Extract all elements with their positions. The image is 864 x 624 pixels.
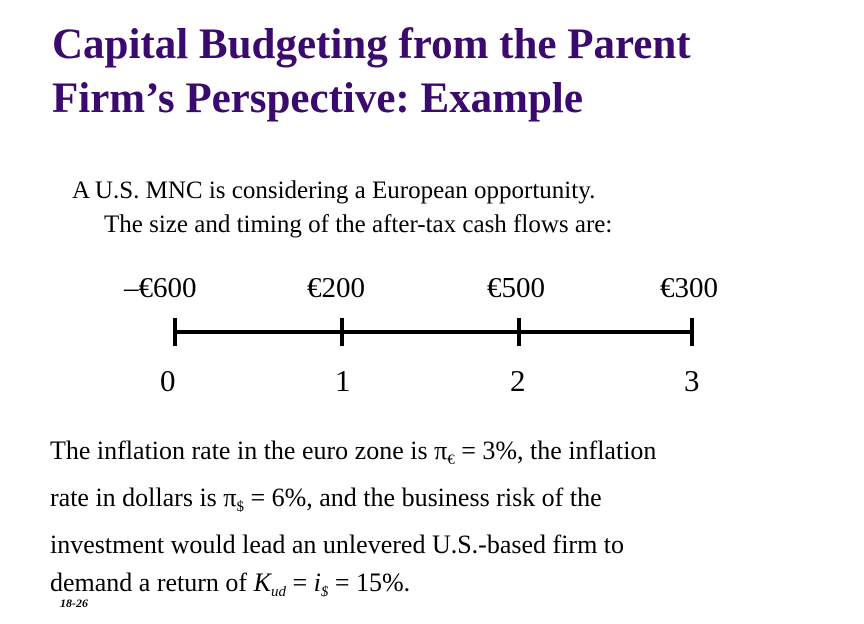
timeline-axis xyxy=(175,330,693,334)
period-0: 0 xyxy=(160,363,176,398)
i-symbol: i xyxy=(313,568,321,597)
ud-subscript: ud xyxy=(270,584,286,600)
cash-flow-1: €200 xyxy=(307,272,365,304)
k-symbol: K xyxy=(253,568,271,597)
title-line-2: Firm’s Perspective: Example xyxy=(52,75,583,122)
text-segment: = xyxy=(285,568,314,597)
euro-subscript: € xyxy=(447,452,455,468)
dollar-subscript: $ xyxy=(320,584,329,600)
intro-line-2: The size and timing of the after-tax cash flows are: xyxy=(104,211,613,238)
slide-number: 18-26 xyxy=(60,596,88,610)
text-segment: rate in dollars is xyxy=(50,483,224,512)
paragraph-line-4 xyxy=(50,564,820,611)
text-segment: = 15%. xyxy=(328,568,411,597)
timeline-tick-0 xyxy=(173,318,177,346)
intro-text xyxy=(72,174,612,242)
intro-line-1: A U.S. MNC is considering a European opportunity. xyxy=(72,177,596,204)
timeline-tick-1 xyxy=(340,318,344,346)
period-2: 2 xyxy=(510,363,526,398)
period-3: 3 xyxy=(684,363,700,398)
title-line-1: Capital Budgeting from the Parent xyxy=(52,21,691,68)
period-1: 1 xyxy=(335,363,351,398)
text-segment: = 3%, the inflation xyxy=(454,436,657,465)
cash-flow-3: €300 xyxy=(660,272,718,304)
text-segment: = 6%, and the business risk of the xyxy=(243,483,602,512)
paragraph-line-1 xyxy=(50,432,820,479)
paragraph-line-2 xyxy=(50,479,820,526)
slide-title xyxy=(52,18,842,126)
text-segment: demand a return of xyxy=(50,568,254,597)
assumptions-paragraph xyxy=(50,432,820,611)
pi-symbol: π xyxy=(223,483,237,512)
timeline-tick-3 xyxy=(690,318,694,346)
dollar-subscript: $ xyxy=(236,499,244,515)
pi-symbol: π xyxy=(434,436,448,465)
text-segment: The inflation rate in the euro zone is xyxy=(50,436,435,465)
paragraph-line-3: investment would lead an unlevered U.S.-based firm to xyxy=(50,530,625,559)
cash-flow-2: €500 xyxy=(487,272,545,304)
cash-flow-0: –€600 xyxy=(124,272,197,304)
timeline-tick-2 xyxy=(517,318,521,346)
